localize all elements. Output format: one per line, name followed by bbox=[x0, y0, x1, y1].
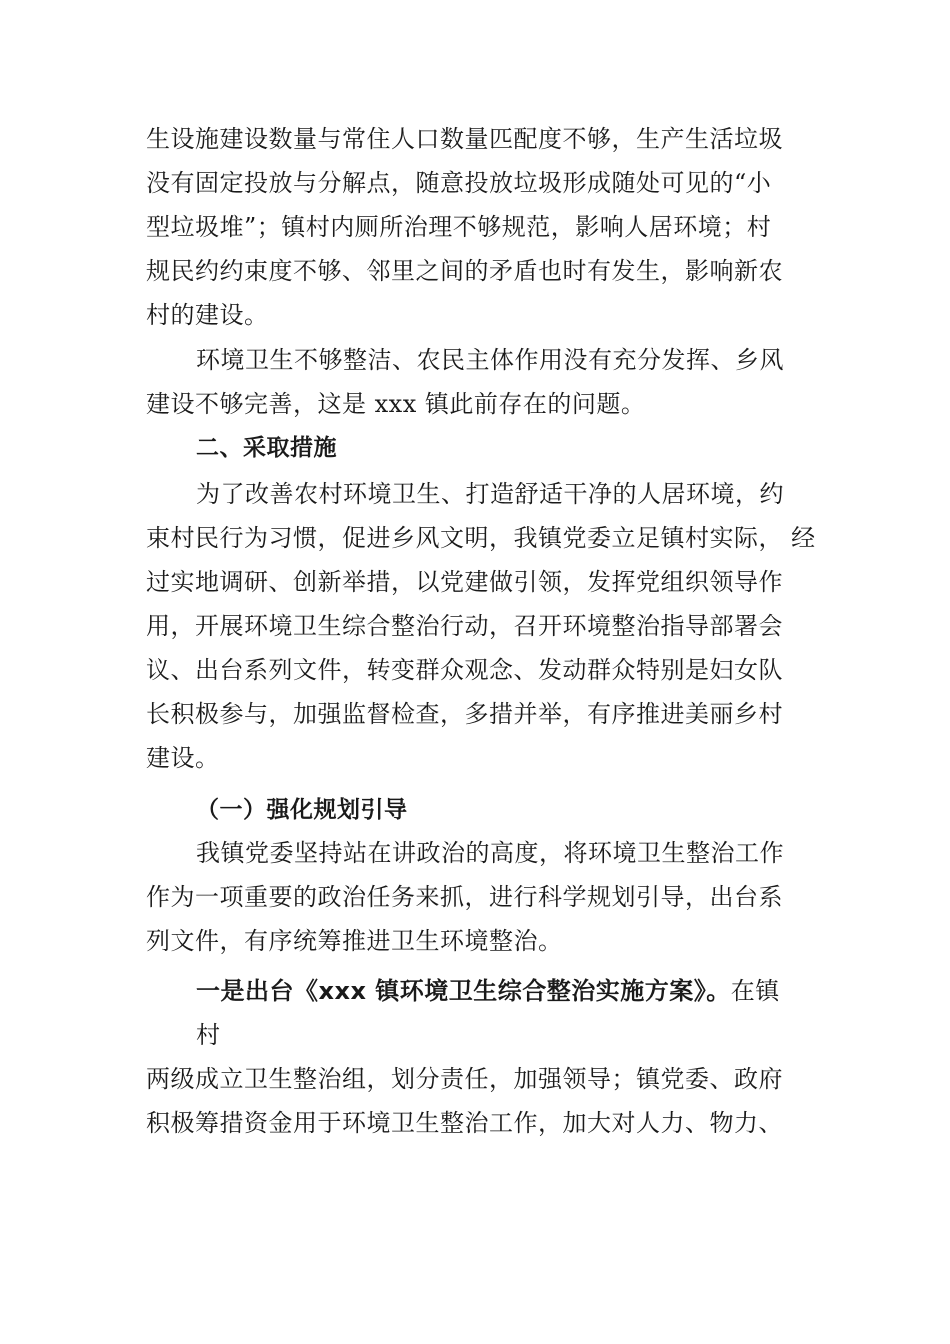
paragraph-line bbox=[196, 976, 780, 1006]
paragraph-line: 建设不够完善，这是 xxx 镇此前存在的问题。 bbox=[146, 390, 646, 418]
paragraph-line: 长积极参与，加强监督检查，多措并举，有序推进美丽乡村 bbox=[146, 700, 783, 728]
paragraph-line: 环境卫生不够整洁、农民主体作用没有充分发挥、乡风 bbox=[196, 346, 784, 374]
paragraph-line: 我镇党委坚持站在讲政治的高度，将环境卫生整治工作 bbox=[196, 839, 784, 867]
paragraph-line: 束村民行为习惯，促进乡风文明，我镇党委立足镇村实际， 经 bbox=[146, 524, 816, 552]
paragraph-line: 没有固定投放与分解点，随意投放垃圾形成随处可见的“小 bbox=[146, 169, 772, 197]
section-heading: 二、采取措施 bbox=[196, 435, 337, 461]
line-rest-text: 在镇 bbox=[730, 977, 780, 1005]
paragraph-line: 为了改善农村环境卫生、打造舒适干净的人居环境，约 bbox=[196, 480, 784, 508]
paragraph-line: 两级成立卫生整治组，划分责任，加强领导；镇党委、政府 bbox=[146, 1065, 783, 1093]
paragraph-line: 村 bbox=[196, 1021, 221, 1049]
bold-lead-text: 一是出台《xxx 镇环境卫生综合整治实施方案》。 bbox=[196, 977, 731, 1005]
paragraph-line: 用，开展环境卫生综合整治行动，召开环境整治指导部署会 bbox=[146, 612, 783, 640]
paragraph-line: 型垃圾堆”；镇村内厕所治理不够规范，影响人居环境；村 bbox=[146, 213, 772, 241]
paragraph-line: 村的建设。 bbox=[146, 301, 269, 329]
subheading: （一）强化规划引导 bbox=[196, 797, 408, 823]
paragraph-line: 生设施建设数量与常住人口数量匹配度不够，生产生活垃圾 bbox=[146, 125, 783, 153]
paragraph-line: 议、出台系列文件，转变群众观念、发动群众特别是妇女队 bbox=[146, 656, 783, 684]
paragraph-line: 过实地调研、创新举措，以党建做引领，发挥党组织领导作 bbox=[146, 568, 783, 596]
paragraph-line: 列文件，有序统筹推进卫生环境整治。 bbox=[146, 927, 563, 955]
paragraph-line: 建设。 bbox=[146, 744, 220, 772]
paragraph-line: 规民约约束度不够、邻里之间的矛盾也时有发生，影响新农 bbox=[146, 257, 783, 285]
paragraph-line: 积极筹措资金用于环境卫生整治工作，加大对人力、物力、 bbox=[146, 1109, 783, 1137]
paragraph-line: 作为一项重要的政治任务来抓，进行科学规划引导，出台系 bbox=[146, 883, 783, 911]
